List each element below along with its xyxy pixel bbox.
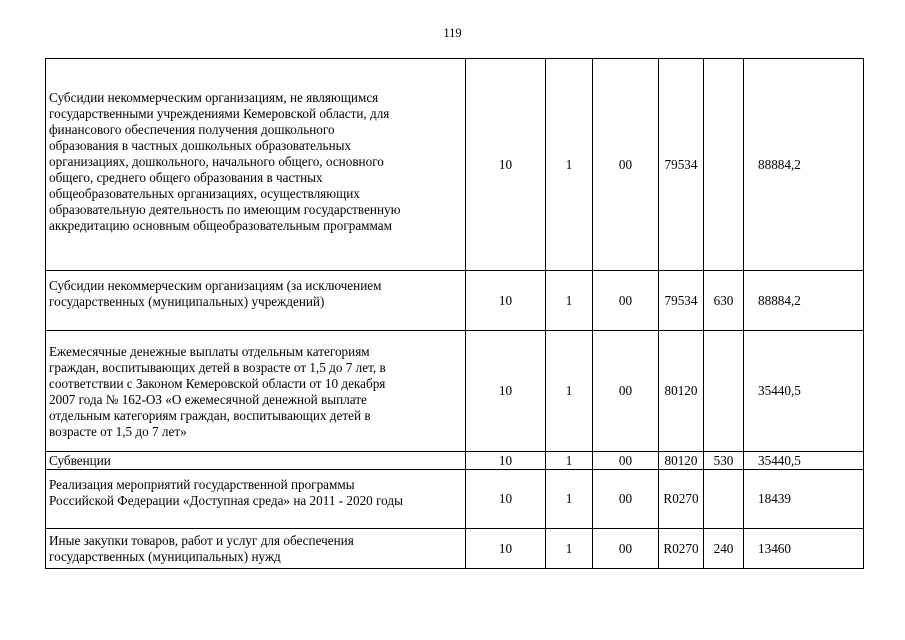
subsection-cell: 1	[546, 331, 593, 452]
row-description: Ежемесячные денежные выплаты отдельным категориям граждан, воспитывающих детей в возрасте от 1,5 до 7 лет, в соответствии с Законом Кемеровской области от 10 декабря 2007 года № 162-ОЗ «О ежемесячной денежной выплате отдельным категориям граждан, воспитывающих детей в возрасте от 1,5 до 7 лет»	[46, 331, 466, 452]
subsection-cell: 1	[546, 470, 593, 529]
section-cell: 10	[466, 59, 546, 271]
program-cell: 00	[593, 529, 659, 569]
budget-table	[45, 58, 864, 569]
section-cell: 10	[466, 331, 546, 452]
article-cell: 80120	[659, 331, 704, 452]
expense-type-cell: 530	[704, 452, 744, 470]
subsection-cell: 1	[546, 452, 593, 470]
amount-cell: 88884,2	[744, 271, 864, 331]
program-cell: 00	[593, 271, 659, 331]
table-row	[46, 470, 864, 529]
article-cell: 80120	[659, 452, 704, 470]
row-description: Субвенции	[46, 452, 466, 470]
section-cell: 10	[466, 452, 546, 470]
article-cell: 79534	[659, 59, 704, 271]
article-cell: 79534	[659, 271, 704, 331]
row-description: Субсидии некоммерческим организациям, не являющимся государственными учреждениями Кемеровской области, для финансового обеспечения получения дошкольного образования в частных дошкольных образовательных организациях, дошкольного, начального общего, основного общего, среднего общего образования в частных общеобразовательных организациях, осуществляющих образовательную деятельность по имеющим государственную аккредитацию основным общеобразовательным программам	[46, 59, 466, 271]
article-cell: R0270	[659, 470, 704, 529]
subsection-cell: 1	[546, 271, 593, 331]
table-row	[46, 452, 864, 470]
section-cell: 10	[466, 271, 546, 331]
table-row	[46, 271, 864, 331]
program-cell: 00	[593, 331, 659, 452]
expense-type-cell	[704, 331, 744, 452]
table-row	[46, 529, 864, 569]
amount-cell: 35440,5	[744, 452, 864, 470]
expense-type-cell: 240	[704, 529, 744, 569]
expense-type-cell: 630	[704, 271, 744, 331]
article-cell: R0270	[659, 529, 704, 569]
program-cell: 00	[593, 470, 659, 529]
subsection-cell: 1	[546, 529, 593, 569]
page-number: 119	[443, 26, 462, 40]
subsection-cell: 1	[546, 59, 593, 271]
program-cell: 00	[593, 59, 659, 271]
row-description: Иные закупки товаров, работ и услуг для обеспечения государственных (муниципальных) нужд	[46, 529, 466, 569]
program-cell: 00	[593, 452, 659, 470]
amount-cell: 18439	[744, 470, 864, 529]
row-description: Субсидии некоммерческим организациям (за исключением государственных (муниципальных) учреждений)	[46, 271, 466, 331]
expense-type-cell	[704, 470, 744, 529]
table-row	[46, 59, 864, 271]
expense-type-cell	[704, 59, 744, 271]
table-row	[46, 331, 864, 452]
row-description: Реализация мероприятий государственной программы Российской Федерации «Доступная среда» на 2011 - 2020 годы	[46, 470, 466, 529]
amount-cell: 13460	[744, 529, 864, 569]
amount-cell: 88884,2	[744, 59, 864, 271]
section-cell: 10	[466, 529, 546, 569]
section-cell: 10	[466, 470, 546, 529]
amount-cell: 35440,5	[744, 331, 864, 452]
